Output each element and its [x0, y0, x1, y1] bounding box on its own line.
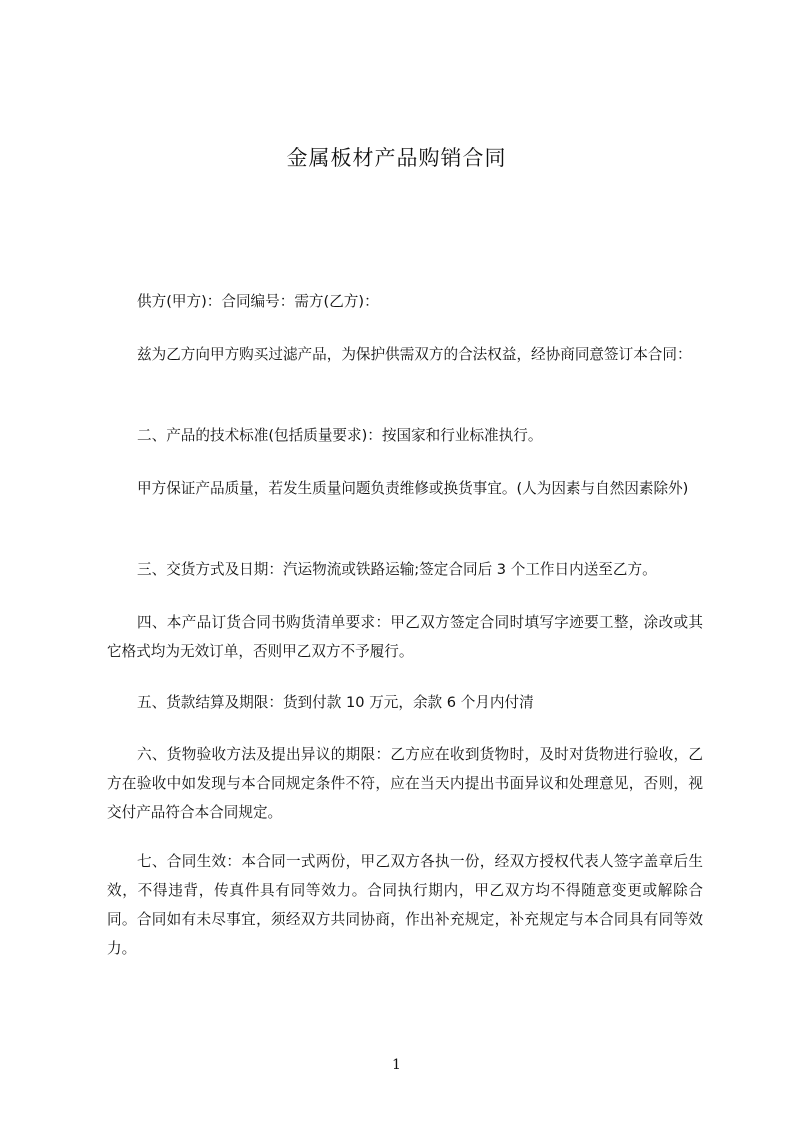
paragraph-parties: 供方(甲方)：合同编号：需方(乙方)： [137, 293, 379, 310]
paragraph-order-requirements: 四、本产品订货合同书购货清单要求：甲乙双方签定合同时填写字迹要工整，涂改或其它格式均为无效订单，否则甲乙双方不予履行。 [107, 614, 703, 660]
paragraph-technical-standard: 二、产品的技术标准(包括质量要求)：按国家和行业标准执行。 [137, 427, 543, 444]
paragraph-payment: 五、货款结算及期限：货到付款 10 万元，余款 6 个月内付清 [137, 694, 534, 711]
paragraph-acceptance: 六、货物验收方法及提出异议的期限：乙方应在收到货物时，及时对货物进行验收，乙方在验收中如发现与本合同规定条件不符，应在当天内提出书面异议和处理意见，否则，视交付产品符合本合同规定。 [107, 746, 703, 821]
page-number: 1 [392, 1057, 401, 1073]
paragraph-preamble: 兹为乙方向甲方购买过滤产品，为保护供需双方的合法权益，经协商同意签订本合同： [137, 346, 692, 363]
paragraph-effectiveness: 七、合同生效：本合同一式两份，甲乙双方各执一份，经双方授权代表人签字盖章后生效，不得违背，传真件具有同等效力。合同执行期内，甲乙双方均不得随意变更或解除合同。合同如有未尽事宜，须经双方共同协商，作出补充规定，补充规定与本合同具有同等效力。 [107, 853, 703, 957]
document-title: 金属板材产品购销合同 [286, 146, 507, 170]
paragraph-quality-guarantee: 甲方保证产品质量，若发生质量问题负责维修或换货事宜。(人为因素与自然因素除外) [137, 480, 689, 497]
paragraph-delivery: 三、交货方式及日期：汽运物流或铁路运输;签定合同后 3 个工作日内送至乙方。 [137, 561, 657, 578]
